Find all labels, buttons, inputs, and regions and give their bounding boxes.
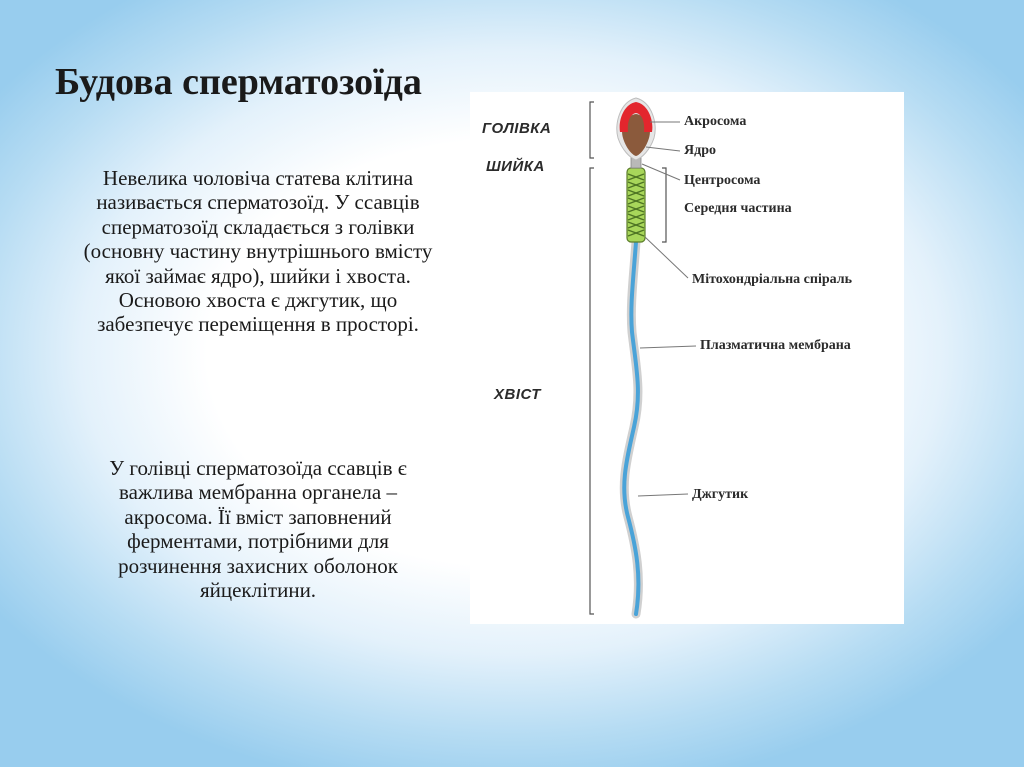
label-acrosome: Акросома xyxy=(684,114,747,129)
label-plasma-membrane: Плазматична мембрана xyxy=(700,338,851,353)
neck-tail-bracket xyxy=(590,168,594,614)
leader-flagellum xyxy=(638,494,688,496)
paragraph-description: Невелика чоловіча статева клітина називається сперматозоїд. У ссавців сперматозоїд складається з голівки (основну частину внутрішнього вмісту якої займає ядро), шийки і хвоста. Основою хвоста є джгутик, що забезпечує переміщення в просторі. xyxy=(83,166,433,337)
label-tail: ХВІСТ xyxy=(494,386,541,403)
leader-plasma-membrane xyxy=(640,346,696,348)
label-midpiece: Середня частина xyxy=(684,201,792,216)
label-mito-spiral: Мітохондріальна спіраль xyxy=(692,272,853,287)
slide-title: Будова сперматозоїда xyxy=(55,61,422,103)
label-flagellum: Джгутик xyxy=(692,487,749,502)
midpiece-bracket xyxy=(662,168,666,242)
label-head: ГОЛІВКА xyxy=(482,120,552,137)
head-bracket xyxy=(590,102,594,158)
leader-centrosome xyxy=(642,164,680,180)
leader-mito-spiral xyxy=(645,237,688,278)
sperm-diagram xyxy=(470,92,904,624)
leader-nucleus xyxy=(646,147,680,151)
label-neck: ШИЙКА xyxy=(486,158,545,175)
label-nucleus: Ядро xyxy=(684,143,716,158)
paragraph-acrosome: У голівці сперматозоїда ссавців є важлива мембранна органела – акросома. Її вміст заповнений ферментами, потрібними для розчинення захисних оболонок яйцеклітини. xyxy=(109,456,407,603)
label-centrosome: Центросома xyxy=(684,173,761,188)
